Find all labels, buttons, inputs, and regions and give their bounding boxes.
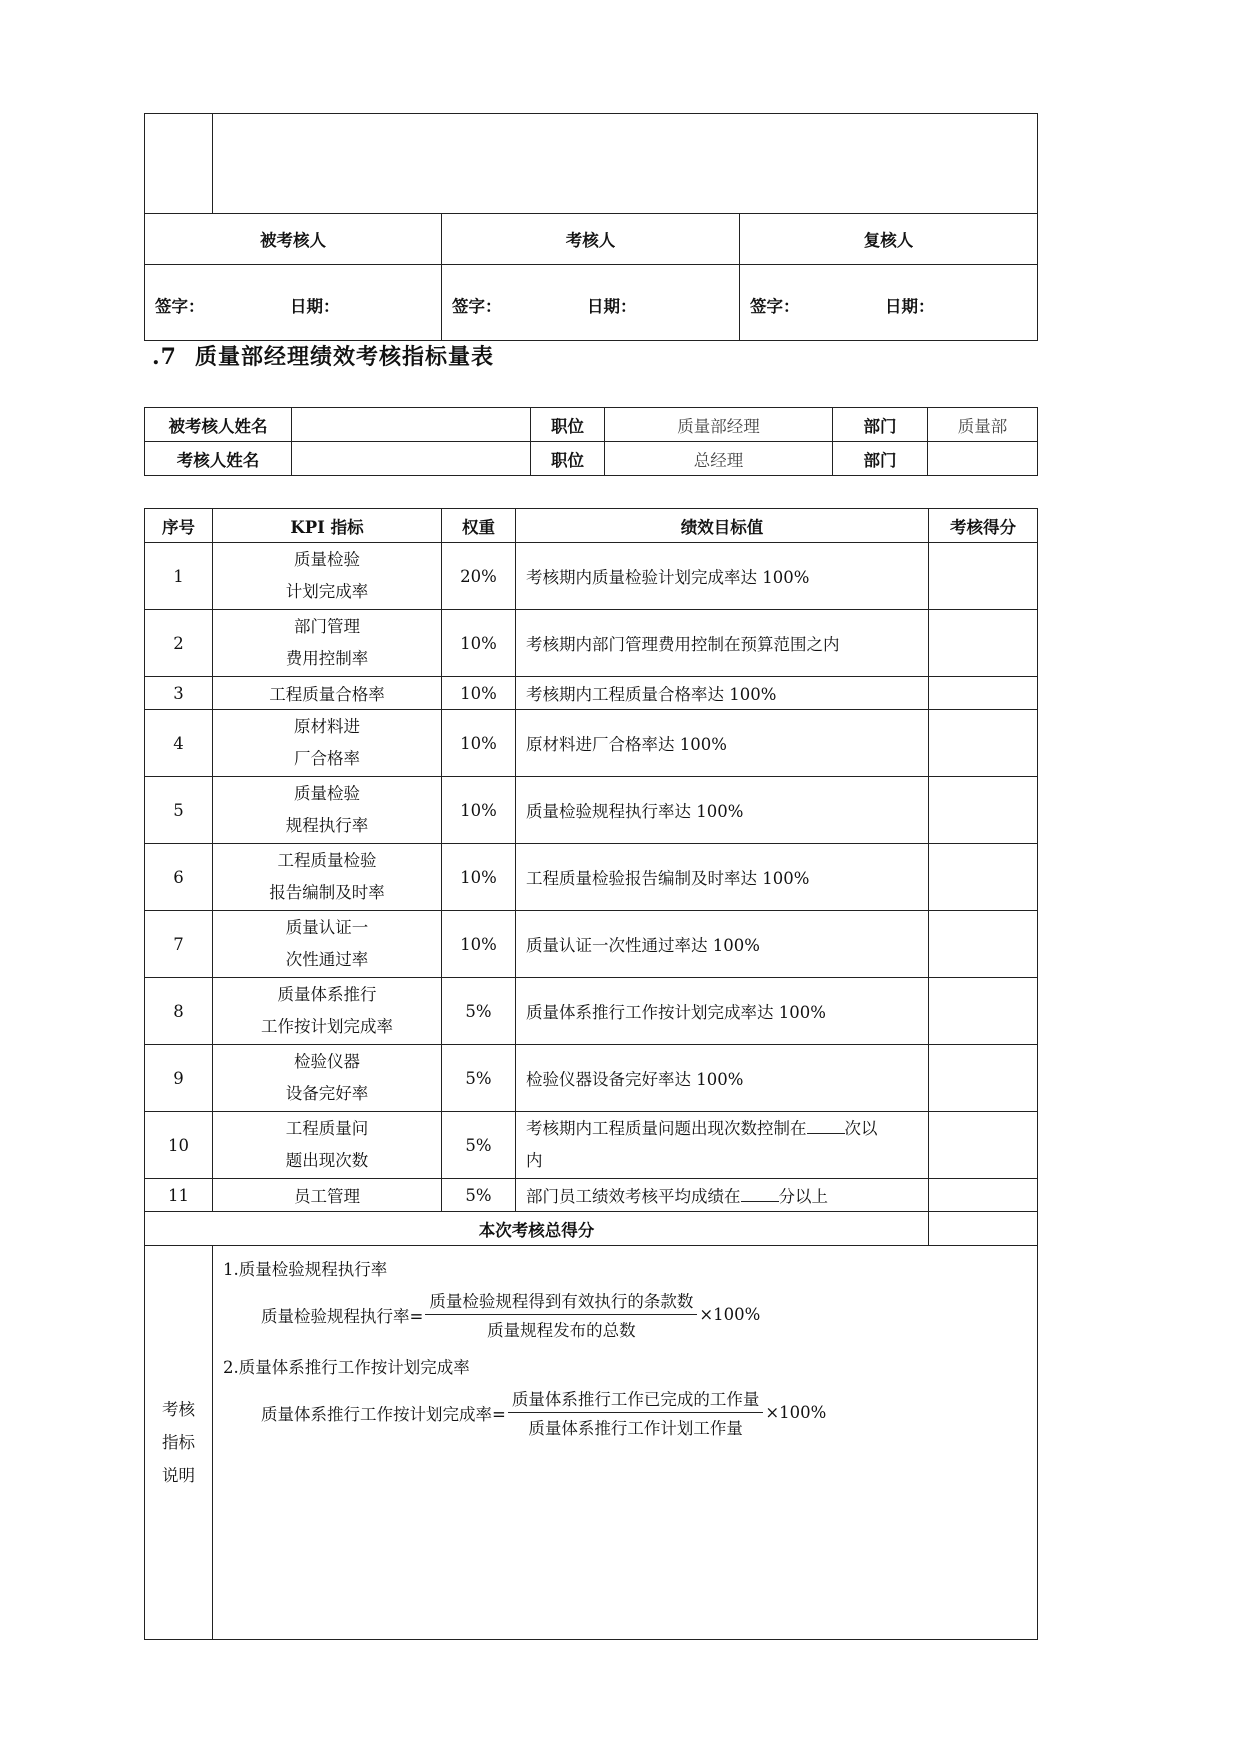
department-label: 部门 bbox=[833, 442, 928, 476]
formula-2-fraction bbox=[508, 1386, 764, 1439]
assessor-department-value bbox=[928, 442, 1038, 476]
formula-1 bbox=[261, 1288, 760, 1341]
header-no: 序号 bbox=[145, 509, 213, 543]
row-target: 工程质量检验报告编制及时率达 100% bbox=[516, 844, 929, 911]
assessee-position-value: 质量部经理 bbox=[605, 408, 833, 442]
table-row bbox=[145, 978, 1038, 1045]
row-score bbox=[929, 844, 1038, 911]
formula-1-multiplier: ×100% bbox=[699, 1305, 761, 1324]
header-weight: 权重 bbox=[442, 509, 516, 543]
row-score bbox=[929, 1179, 1038, 1212]
target-text: 内 bbox=[526, 1151, 543, 1170]
header-score: 考核得分 bbox=[929, 509, 1038, 543]
row-score bbox=[929, 710, 1038, 777]
explain-label-line: 说明 bbox=[162, 1466, 195, 1485]
formula-2 bbox=[261, 1386, 826, 1439]
row-target: 检验仪器设备完好率达 100% bbox=[516, 1045, 929, 1112]
kpi-name bbox=[213, 710, 442, 777]
explain-label-line: 指标 bbox=[162, 1433, 195, 1452]
row-target bbox=[516, 1112, 929, 1179]
kpi-name bbox=[213, 844, 442, 911]
total-score-label: 本次考核总得分 bbox=[145, 1212, 929, 1246]
header-target: 绩效目标值 bbox=[516, 509, 929, 543]
row-target: 原材料进厂合格率达 100% bbox=[516, 710, 929, 777]
row-no: 5 bbox=[145, 777, 213, 844]
kpi-line: 设备完好率 bbox=[285, 1084, 369, 1103]
row-score bbox=[929, 777, 1038, 844]
row-score bbox=[929, 911, 1038, 978]
row-target: 考核期内质量检验计划完成率达 100% bbox=[516, 543, 929, 610]
kpi-line: 题出现次数 bbox=[285, 1151, 369, 1170]
table-row bbox=[145, 1045, 1038, 1112]
explain-label-line: 考核 bbox=[162, 1400, 195, 1419]
kpi-line: 质量检验 bbox=[294, 550, 360, 569]
row-no: 3 bbox=[145, 677, 213, 710]
target-text: 部门员工绩效考核平均成绩在 bbox=[526, 1187, 741, 1206]
formula-1-denominator: 质量规程发布的总数 bbox=[487, 1321, 636, 1340]
kpi-line: 费用控制率 bbox=[285, 649, 369, 668]
empty-label-cell bbox=[145, 114, 213, 214]
total-score-value bbox=[929, 1212, 1038, 1246]
kpi-name bbox=[213, 610, 442, 677]
assessee-name-label: 被考核人姓名 bbox=[145, 408, 292, 442]
formula-2-multiplier: ×100% bbox=[765, 1403, 827, 1422]
kpi-line: 次性通过率 bbox=[285, 950, 369, 969]
formula-2-denominator: 质量体系推行工作计划工作量 bbox=[528, 1419, 743, 1438]
row-weight: 5% bbox=[442, 1179, 516, 1212]
table-row bbox=[145, 1179, 1038, 1212]
table-row bbox=[145, 911, 1038, 978]
explain-content bbox=[213, 1246, 1038, 1640]
target-text: 次以 bbox=[844, 1119, 878, 1138]
row-no: 10 bbox=[145, 1112, 213, 1179]
row-score bbox=[929, 978, 1038, 1045]
info-table bbox=[144, 407, 1038, 476]
table-row bbox=[145, 610, 1038, 677]
table-row bbox=[145, 1112, 1038, 1179]
fill-blank bbox=[741, 1185, 779, 1202]
formula-1-numerator: 质量检验规程得到有效执行的条款数 bbox=[425, 1288, 697, 1315]
reviewer-signature-cell bbox=[740, 265, 1038, 341]
formula-1-lhs: 质量检验规程执行率= bbox=[261, 1306, 424, 1326]
row-target: 考核期内工程质量合格率达 100% bbox=[516, 677, 929, 710]
row-weight: 10% bbox=[442, 677, 516, 710]
kpi-table bbox=[144, 508, 1038, 1640]
kpi-line: 报告编制及时率 bbox=[269, 883, 385, 902]
assessor-name-value bbox=[292, 442, 531, 476]
fill-blank bbox=[807, 1117, 845, 1134]
table-row bbox=[145, 777, 1038, 844]
row-no: 8 bbox=[145, 978, 213, 1045]
row-no: 7 bbox=[145, 911, 213, 978]
kpi-line: 质量认证一 bbox=[285, 918, 369, 937]
kpi-line: 质量检验 bbox=[294, 784, 360, 803]
header-kpi: KPI 指标 bbox=[213, 509, 442, 543]
target-text: 考核期内工程质量问题出现次数控制在 bbox=[526, 1119, 807, 1138]
table-row bbox=[145, 844, 1038, 911]
explain-label bbox=[145, 1246, 213, 1640]
kpi-name bbox=[213, 1112, 442, 1179]
kpi-name bbox=[213, 777, 442, 844]
table-row bbox=[145, 677, 1038, 710]
row-score bbox=[929, 1045, 1038, 1112]
formula-1-fraction bbox=[425, 1288, 697, 1341]
kpi-name bbox=[213, 1045, 442, 1112]
kpi-line: 质量体系推行 bbox=[277, 985, 377, 1004]
date-label: 日期： bbox=[587, 297, 637, 316]
row-target: 考核期内部门管理费用控制在预算范围之内 bbox=[516, 610, 929, 677]
kpi-line: 工作按计划完成率 bbox=[261, 1017, 393, 1036]
kpi-line: 计划完成率 bbox=[285, 582, 369, 601]
explain-item-2-title: 2.质量体系推行工作按计划完成率 bbox=[223, 1358, 470, 1377]
kpi-name: 工程质量合格率 bbox=[213, 677, 442, 710]
assessor-header: 考核人 bbox=[442, 214, 740, 265]
assessor-signature-cell bbox=[442, 265, 740, 341]
formula-2-numerator: 质量体系推行工作已完成的工作量 bbox=[508, 1386, 764, 1413]
row-target: 质量认证一次性通过率达 100% bbox=[516, 911, 929, 978]
kpi-line: 规程执行率 bbox=[285, 816, 369, 835]
kpi-name bbox=[213, 978, 442, 1045]
kpi-name bbox=[213, 543, 442, 610]
position-label: 职位 bbox=[531, 408, 605, 442]
section-title: 质量部经理绩效考核指标量表 bbox=[194, 344, 494, 370]
row-weight: 10% bbox=[442, 710, 516, 777]
assessee-signature-cell bbox=[145, 265, 442, 341]
kpi-line: 厂合格率 bbox=[294, 749, 360, 768]
row-weight: 10% bbox=[442, 844, 516, 911]
row-no: 9 bbox=[145, 1045, 213, 1112]
assessor-position-value: 总经理 bbox=[605, 442, 833, 476]
sign-label: 签字： bbox=[750, 297, 800, 316]
row-weight: 10% bbox=[442, 610, 516, 677]
row-no: 4 bbox=[145, 710, 213, 777]
signature-table bbox=[144, 113, 1038, 341]
kpi-name bbox=[213, 911, 442, 978]
position-label: 职位 bbox=[531, 442, 605, 476]
explain-item-1-title: 1.质量检验规程执行率 bbox=[223, 1260, 388, 1279]
assessee-department-value: 质量部 bbox=[928, 408, 1038, 442]
kpi-name: 员工管理 bbox=[213, 1179, 442, 1212]
row-score bbox=[929, 677, 1038, 710]
section-heading bbox=[152, 340, 494, 371]
row-weight: 5% bbox=[442, 1112, 516, 1179]
row-no: 2 bbox=[145, 610, 213, 677]
row-no: 6 bbox=[145, 844, 213, 911]
section-number: .7 bbox=[152, 344, 177, 370]
reviewer-header: 复核人 bbox=[740, 214, 1038, 265]
assessee-header: 被考核人 bbox=[145, 214, 442, 265]
formula-2-lhs: 质量体系推行工作按计划完成率= bbox=[261, 1404, 506, 1424]
row-score bbox=[929, 610, 1038, 677]
kpi-line: 检验仪器 bbox=[294, 1052, 360, 1071]
date-label: 日期： bbox=[290, 297, 340, 316]
row-weight: 5% bbox=[442, 1045, 516, 1112]
sign-label: 签字： bbox=[452, 297, 502, 316]
kpi-line: 原材料进 bbox=[294, 717, 360, 736]
row-target: 质量检验规程执行率达 100% bbox=[516, 777, 929, 844]
row-score bbox=[929, 543, 1038, 610]
kpi-line: 工程质量问 bbox=[285, 1119, 369, 1138]
kpi-line: 工程质量检验 bbox=[277, 851, 377, 870]
row-score bbox=[929, 1112, 1038, 1179]
assessor-name-label: 考核人姓名 bbox=[145, 442, 292, 476]
row-target: 质量体系推行工作按计划完成率达 100% bbox=[516, 978, 929, 1045]
target-text: 分以上 bbox=[778, 1187, 828, 1206]
kpi-line: 部门管理 bbox=[294, 617, 360, 636]
row-weight: 20% bbox=[442, 543, 516, 610]
row-weight: 10% bbox=[442, 777, 516, 844]
row-weight: 10% bbox=[442, 911, 516, 978]
row-target bbox=[516, 1179, 929, 1212]
table-row bbox=[145, 710, 1038, 777]
assessee-name-value bbox=[292, 408, 531, 442]
date-label: 日期： bbox=[885, 297, 935, 316]
sign-label: 签字： bbox=[155, 297, 205, 316]
row-no: 1 bbox=[145, 543, 213, 610]
table-row bbox=[145, 543, 1038, 610]
department-label: 部门 bbox=[833, 408, 928, 442]
row-no: 11 bbox=[145, 1179, 213, 1212]
empty-content-cell bbox=[213, 114, 1038, 214]
row-weight: 5% bbox=[442, 978, 516, 1045]
